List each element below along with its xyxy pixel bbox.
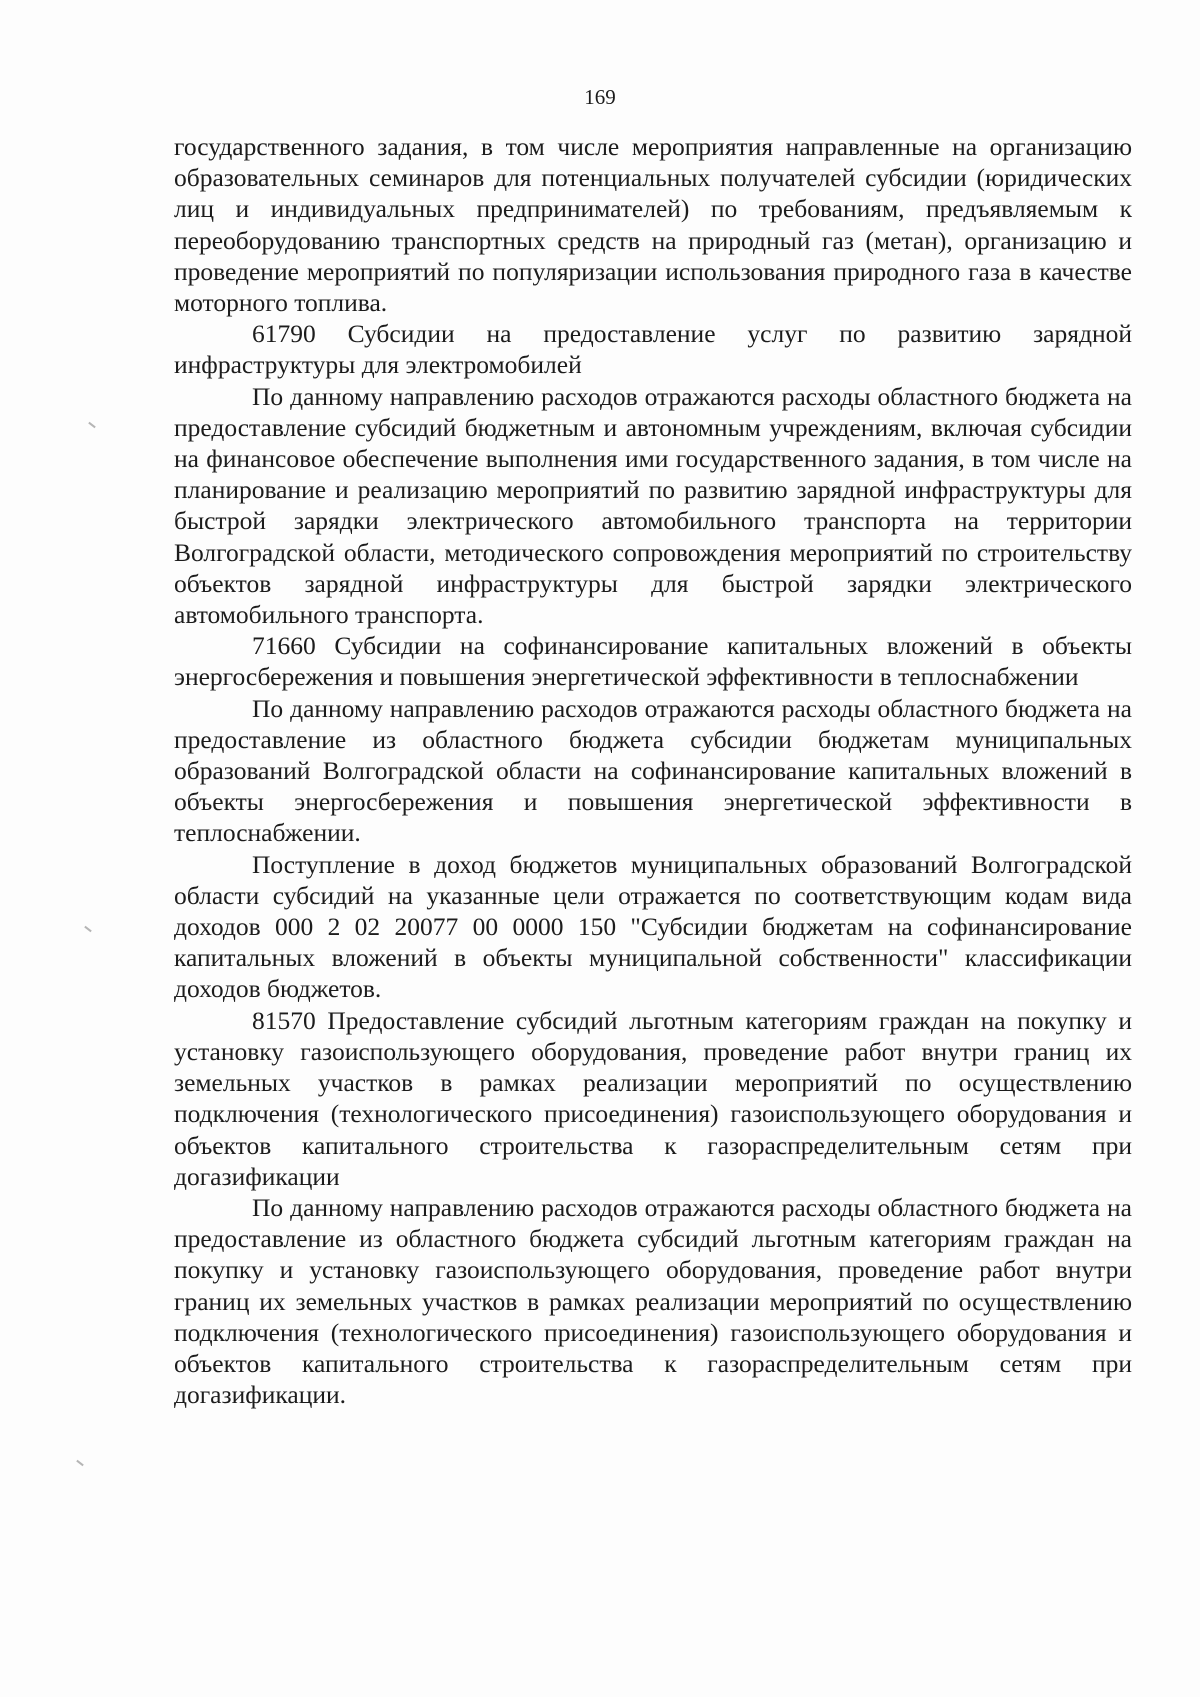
document-body (174, 131, 1132, 1410)
paragraph-continuation: государственного задания, в том числе мероприятия направленные на организацию образовательных семинаров для потенциальных получателей субсидии (юридических лиц и индивидуальных предпринимателей) по требованиям, предъявляемым к переоборудованию транспортных средств на природный газ (метан), организацию и проведение мероприятий по популяризации использования природного газа в качестве моторного топлива. (174, 132, 1132, 318)
paragraph-71660-description: По данному направлению расходов отражаются расходы областного бюджета на предоставление из областного бюджета субсидии бюджетам муниципальных образований Волгоградской области на софинансирование капитальных вложений в объекты энергосбережения и повышения энергетической эффективности в теплоснабжении. (174, 693, 1132, 848)
page-number: 169 (584, 85, 616, 109)
scan-speck (76, 1460, 84, 1467)
scan-speck (88, 422, 96, 429)
section-heading-71660: 71660 Субсидии на софинансирование капитальных вложений в объекты энергосбережения и повышения энергетической эффективности в теплоснабжении (174, 631, 1132, 692)
section-heading-81570: 81570 Предоставление субсидий льготным категориям граждан на покупку и установку газоиспользующего оборудования, проведение работ внутри границ их земельных участков в рамках реализации мероприятий по осуществлению подключения (технологического присоединения) газоиспользующего оборудования и объектов капитального строительства к газораспределительным сетям при догазификации (174, 1005, 1132, 1191)
paragraph-61790-description: По данному направлению расходов отражаются расходы областного бюджета на предоставление субсидий бюджетным и автономным учреждениям, включая субсидии на финансовое обеспечение выполнения ими государственного задания, в том числе на планирование и реализацию мероприятий по развитию зарядной инфраструктуры для быстрой зарядки электрического автомобильного транспорта на территории Волгоградской области, методического сопровождения мероприятий по строительству объектов зарядной инфраструктуры для быстрой зарядки электрического автомобильного транспорта. (174, 381, 1132, 630)
section-heading-61790: 61790 Субсидии на предоставление услуг по развитию зарядной инфраструктуры для электромобилей (174, 319, 1132, 380)
scan-speck (84, 926, 92, 933)
paragraph-81570-description: По данному направлению расходов отражаются расходы областного бюджета на предоставление из областного бюджета субсидий льготным категориям граждан на покупку и установку газоиспользующего оборудования, проведение работ внутри границ их земельных участков в рамках реализации мероприятий по осуществлению подключения (технологического присоединения) газоиспользующего оборудования и объектов капитального строительства к газораспределительным сетям при догазификации. (174, 1192, 1132, 1410)
paragraph-71660-revenue: Поступление в доход бюджетов муниципальных образований Волгоградской области субсидий на указанные цели отражается по соответствующим кодам вида доходов 000 2 02 20077 00 0000 150 "Субсидии бюджетам на софинансирование капитальных вложений в объекты муниципальной собственности" классификации доходов бюджетов. (174, 849, 1132, 1004)
